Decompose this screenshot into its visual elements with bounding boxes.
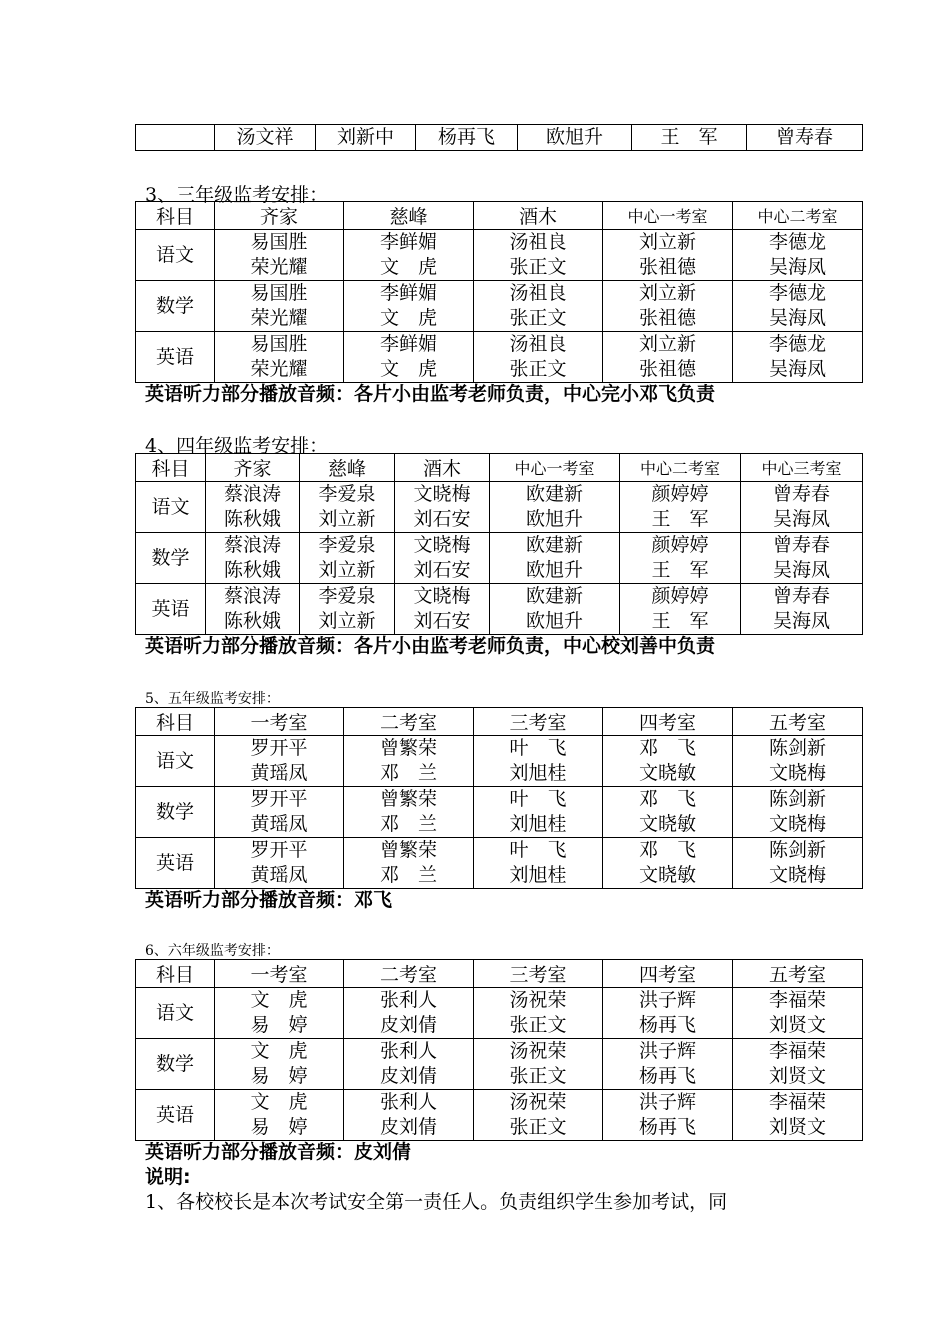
proctor-name: 曾寿春 [772,483,830,505]
proctor-cell [215,1039,344,1090]
proctor-cell [215,838,344,889]
proctor-cell [344,1090,474,1141]
proctor-name: 刘旭桂 [509,762,567,784]
proctor-name: 李德龙 [768,333,826,355]
grade5-heading: 5、五年级监考安排： [145,691,280,707]
table-row [136,281,863,332]
proctor-name: 陈剑新 [768,737,826,759]
proctor-cell [474,787,603,838]
grade3-note: 英语听力部分播放音频：各片小由监考老师负责，中心完小邓飞负责 [145,383,716,405]
column-header: 四考室 [603,708,733,736]
grade3-table [135,201,863,383]
proctor-name: 易 婷 [250,1116,308,1138]
proctor-name: 洪子辉 [638,1091,696,1113]
proctor-name: 邓 兰 [379,864,437,886]
proctor-name: 刘旭桂 [509,813,567,835]
column-header: 慈峰 [344,202,474,230]
proctor-name: 颜婷婷 [651,585,709,607]
proctor-name: 陈剑新 [768,788,826,810]
proctor-name: 陈秋娥 [223,610,281,632]
proctor-name: 曾寿春 [772,534,830,556]
proctor-name: 罗开平 [250,737,308,759]
column-header: 三考室 [474,960,603,988]
proctor-name: 刘立新 [318,508,376,530]
proctor-name: 张祖德 [638,256,696,278]
proctor-name: 汤祖良 [509,231,567,253]
proctor-name: 文晓敏 [638,864,696,886]
proctor-name: 陈剑新 [768,839,826,861]
proctor-name: 李爱泉 [318,534,376,556]
column-header: 中心一考室 [603,202,733,230]
table-row [136,230,863,281]
proctor-name: 刘立新 [638,231,696,253]
proctor-name: 邓 兰 [379,813,437,835]
proctor-cell [215,736,344,787]
table-cell: 杨再飞 [416,125,518,151]
table-cell: 刘新中 [316,125,416,151]
proctor-name: 刘贤文 [768,1065,826,1087]
column-header: 科目 [136,454,206,482]
proctor-name: 汤祝荣 [509,989,567,1011]
proctor-cell [344,838,474,889]
proctor-cell [215,281,344,332]
proctor-name: 张正文 [509,256,567,278]
proctor-name: 罗开平 [250,788,308,810]
proctor-name: 吴海凤 [768,358,826,380]
proctor-name: 刘立新 [638,282,696,304]
proctor-cell [474,332,603,383]
proctor-name: 易国胜 [250,282,308,304]
proctor-cell [344,736,474,787]
grade6-heading: 6、六年级监考安排： [145,943,280,959]
proctor-name: 蔡浪涛 [223,483,281,505]
proctor-name: 张利人 [379,989,437,1011]
proctor-name: 罗开平 [250,839,308,861]
proctor-name: 曾繁荣 [379,737,437,759]
proctor-cell [603,988,733,1039]
proctor-name: 邓 兰 [379,762,437,784]
grade4-note: 英语听力部分播放音频：各片小由监考老师负责，中心校刘善中负责 [145,635,716,657]
proctor-cell [603,787,733,838]
proctor-name: 李鲜媚 [379,333,437,355]
subject-cell: 语文 [136,988,215,1039]
proctor-name: 荣光耀 [250,358,308,380]
column-header: 中心二考室 [620,454,741,482]
grade5-table [135,707,863,889]
proctor-name: 曾繁荣 [379,788,437,810]
column-header: 三考室 [474,708,603,736]
proctor-cell [344,988,474,1039]
column-header: 一考室 [215,960,344,988]
proctor-name: 文晓梅 [768,762,826,784]
proctor-cell [474,230,603,281]
proctor-name: 文晓梅 [768,813,826,835]
proctor-cell [215,230,344,281]
proctor-name: 黄瑶凤 [250,813,308,835]
proctor-cell [395,533,490,584]
proctor-name: 洪子辉 [638,1040,696,1062]
proctor-name: 王 军 [651,559,709,581]
proctor-name: 刘石安 [413,508,471,530]
proctor-name: 刘贤文 [768,1116,826,1138]
subject-cell: 数学 [136,281,215,332]
grade5-note: 英语听力部分播放音频：邓飞 [145,889,393,911]
proctor-cell [741,482,863,533]
proctor-cell [741,584,863,635]
table-header-row [136,202,863,230]
proctor-cell [733,838,863,889]
proctor-cell [215,332,344,383]
proctor-cell [490,533,620,584]
column-header: 五考室 [733,708,863,736]
proctor-cell [603,838,733,889]
proctor-name: 邓 飞 [638,737,696,759]
proctor-name: 欧旭升 [525,508,583,530]
column-header: 齐家 [215,202,344,230]
proctor-cell [474,1090,603,1141]
proctor-name: 刘立新 [638,333,696,355]
proctor-cell [215,988,344,1039]
proctor-name: 张正文 [509,1065,567,1087]
table-row [136,736,863,787]
table-row [136,1090,863,1141]
table-row [136,533,863,584]
subject-cell: 语文 [136,736,215,787]
proctor-name: 邓 飞 [638,788,696,810]
proctor-cell [603,736,733,787]
proctor-name: 欧建新 [525,534,583,556]
table-header-row [136,454,863,482]
table-cell: 王 军 [632,125,747,151]
proctor-cell [490,482,620,533]
column-header: 二考室 [344,708,474,736]
proctor-cell [215,787,344,838]
proctor-name: 易国胜 [250,333,308,355]
subject-cell: 语文 [136,482,206,533]
table-cell: 曾寿春 [747,125,863,151]
column-header: 科目 [136,708,215,736]
proctor-name: 张祖德 [638,307,696,329]
proctor-cell [474,736,603,787]
proctor-name: 汤祝荣 [509,1040,567,1062]
table-row [136,988,863,1039]
proctor-name: 颜婷婷 [651,483,709,505]
table-header-row [136,708,863,736]
table-row [136,482,863,533]
subject-cell: 数学 [136,533,206,584]
proctor-cell [474,281,603,332]
column-header: 四考室 [603,960,733,988]
proctor-name: 张正文 [509,358,567,380]
column-header: 酒木 [395,454,490,482]
proctor-cell [733,230,863,281]
proctor-name: 刘石安 [413,559,471,581]
proctor-cell [300,533,395,584]
proctor-name: 文 虎 [379,256,437,278]
proctor-name: 李福荣 [768,1091,826,1113]
table-row [136,1039,863,1090]
proctor-name: 颜婷婷 [651,534,709,556]
proctor-name: 张正文 [509,1116,567,1138]
subject-cell: 英语 [136,584,206,635]
proctor-cell [215,1090,344,1141]
subject-cell: 数学 [136,787,215,838]
proctor-name: 黄瑶凤 [250,864,308,886]
table-row [136,787,863,838]
table-row [136,332,863,383]
column-header: 中心二考室 [733,202,863,230]
proctor-cell [474,838,603,889]
proctor-name: 李爱泉 [318,585,376,607]
proctor-name: 文晓敏 [638,813,696,835]
proctor-cell [620,482,741,533]
proctor-name: 文 虎 [250,1040,308,1062]
proctor-name: 文晓梅 [413,585,471,607]
proctor-cell [733,1039,863,1090]
table-cell [136,125,215,151]
subject-cell: 数学 [136,1039,215,1090]
proctor-name: 李福荣 [768,989,826,1011]
proctor-name: 欧旭升 [525,559,583,581]
proctor-name: 叶 飞 [509,737,567,759]
table-row [136,838,863,889]
table-cell: 欧旭升 [518,125,632,151]
proctor-name: 王 军 [651,610,709,632]
proctor-name: 刘立新 [318,610,376,632]
column-header: 科目 [136,202,215,230]
proctor-name: 荣光耀 [250,307,308,329]
proctor-cell [395,482,490,533]
proctor-name: 杨再飞 [638,1014,696,1036]
proctor-name: 文 虎 [379,307,437,329]
proctor-name: 李鲜媚 [379,282,437,304]
proctor-name: 邓 飞 [638,839,696,861]
explain-title: 说明: [145,1166,191,1188]
proctor-cell [733,787,863,838]
proctor-name: 王 军 [651,508,709,530]
proctor-name: 曾繁荣 [379,839,437,861]
proctor-cell [344,281,474,332]
proctor-name: 李爱泉 [318,483,376,505]
proctor-name: 蔡浪涛 [223,534,281,556]
proctor-name: 杨再飞 [638,1065,696,1087]
table-header-row [136,960,863,988]
proctor-name: 蔡浪涛 [223,585,281,607]
proctor-name: 文晓敏 [638,762,696,784]
proctor-name: 文晓梅 [413,534,471,556]
proctor-cell [733,281,863,332]
proctor-cell [474,988,603,1039]
subject-cell: 英语 [136,1090,215,1141]
proctor-name: 易国胜 [250,231,308,253]
proctor-cell [474,1039,603,1090]
proctor-cell [620,584,741,635]
proctor-name: 皮刘倩 [379,1065,437,1087]
proctor-name: 易 婷 [250,1065,308,1087]
proctor-name: 文晓梅 [413,483,471,505]
grade6-note: 英语听力部分播放音频：皮刘倩 [145,1141,412,1163]
proctor-cell [300,584,395,635]
column-header: 中心一考室 [490,454,620,482]
proctor-name: 张正文 [509,1014,567,1036]
proctor-name: 李福荣 [768,1040,826,1062]
proctor-name: 皮刘倩 [379,1116,437,1138]
column-header: 科目 [136,960,215,988]
proctor-name: 文晓梅 [768,864,826,886]
proctor-name: 汤祝荣 [509,1091,567,1113]
proctor-cell [603,281,733,332]
proctor-name: 欧建新 [525,585,583,607]
proctor-name: 杨再飞 [638,1116,696,1138]
proctor-name: 李德龙 [768,282,826,304]
proctor-name: 文 虎 [379,358,437,380]
column-header: 中心三考室 [741,454,863,482]
grade6-table [135,959,863,1141]
proctor-name: 文 虎 [250,989,308,1011]
proctor-name: 张利人 [379,1091,437,1113]
proctor-name: 张正文 [509,307,567,329]
proctor-cell [733,988,863,1039]
proctor-name: 刘石安 [413,610,471,632]
proctor-cell [733,332,863,383]
proctor-cell [603,1039,733,1090]
proctor-name: 张祖德 [638,358,696,380]
table-row [136,584,863,635]
subject-cell: 英语 [136,838,215,889]
proctor-cell [741,533,863,584]
proctor-cell [206,584,300,635]
proctor-cell [300,482,395,533]
proctor-name: 欧旭升 [525,610,583,632]
proctor-name: 吴海凤 [772,610,830,632]
column-header: 酒木 [474,202,603,230]
proctor-name: 叶 飞 [509,839,567,861]
proctor-cell [344,787,474,838]
grade4-heading: 4、四年级监考安排： [145,435,329,457]
proctor-cell [603,230,733,281]
proctor-name: 黄瑶凤 [250,762,308,784]
proctor-name: 李德龙 [768,231,826,253]
proctor-name: 欧建新 [525,483,583,505]
table-row [136,125,863,151]
proctor-name: 叶 飞 [509,788,567,810]
continued-table [135,124,863,151]
proctor-name: 吴海凤 [768,256,826,278]
proctor-cell [206,482,300,533]
proctor-name: 吴海凤 [772,508,830,530]
proctor-name: 汤祖良 [509,333,567,355]
proctor-name: 皮刘倩 [379,1014,437,1036]
column-header: 慈峰 [300,454,395,482]
proctor-name: 刘贤文 [768,1014,826,1036]
proctor-cell [344,332,474,383]
subject-cell: 英语 [136,332,215,383]
proctor-name: 洪子辉 [638,989,696,1011]
proctor-cell [206,533,300,584]
proctor-name: 荣光耀 [250,256,308,278]
proctor-name: 刘立新 [318,559,376,581]
proctor-name: 李鲜媚 [379,231,437,253]
proctor-cell [620,533,741,584]
proctor-name: 汤祖良 [509,282,567,304]
explain-paragraph: 1、各校校长是本次考试安全第一责任人。负责组织学生参加考试，同 [145,1191,728,1213]
column-header: 一考室 [215,708,344,736]
proctor-cell [733,736,863,787]
subject-cell: 语文 [136,230,215,281]
proctor-name: 曾寿春 [772,585,830,607]
proctor-name: 易 婷 [250,1014,308,1036]
proctor-cell [344,230,474,281]
proctor-cell [733,1090,863,1141]
proctor-name: 陈秋娥 [223,508,281,530]
grade4-table [135,453,863,635]
proctor-cell [603,332,733,383]
proctor-cell [490,584,620,635]
proctor-cell [395,584,490,635]
proctor-name: 文 虎 [250,1091,308,1113]
table-cell: 汤文祥 [215,125,316,151]
column-header: 五考室 [733,960,863,988]
column-header: 二考室 [344,960,474,988]
proctor-cell [344,1039,474,1090]
proctor-name: 刘旭桂 [509,864,567,886]
proctor-name: 吴海凤 [772,559,830,581]
column-header: 齐家 [206,454,300,482]
proctor-name: 陈秋娥 [223,559,281,581]
proctor-name: 吴海凤 [768,307,826,329]
grade3-heading: 3、三年级监考安排： [145,184,329,206]
proctor-cell [603,1090,733,1141]
proctor-name: 张利人 [379,1040,437,1062]
